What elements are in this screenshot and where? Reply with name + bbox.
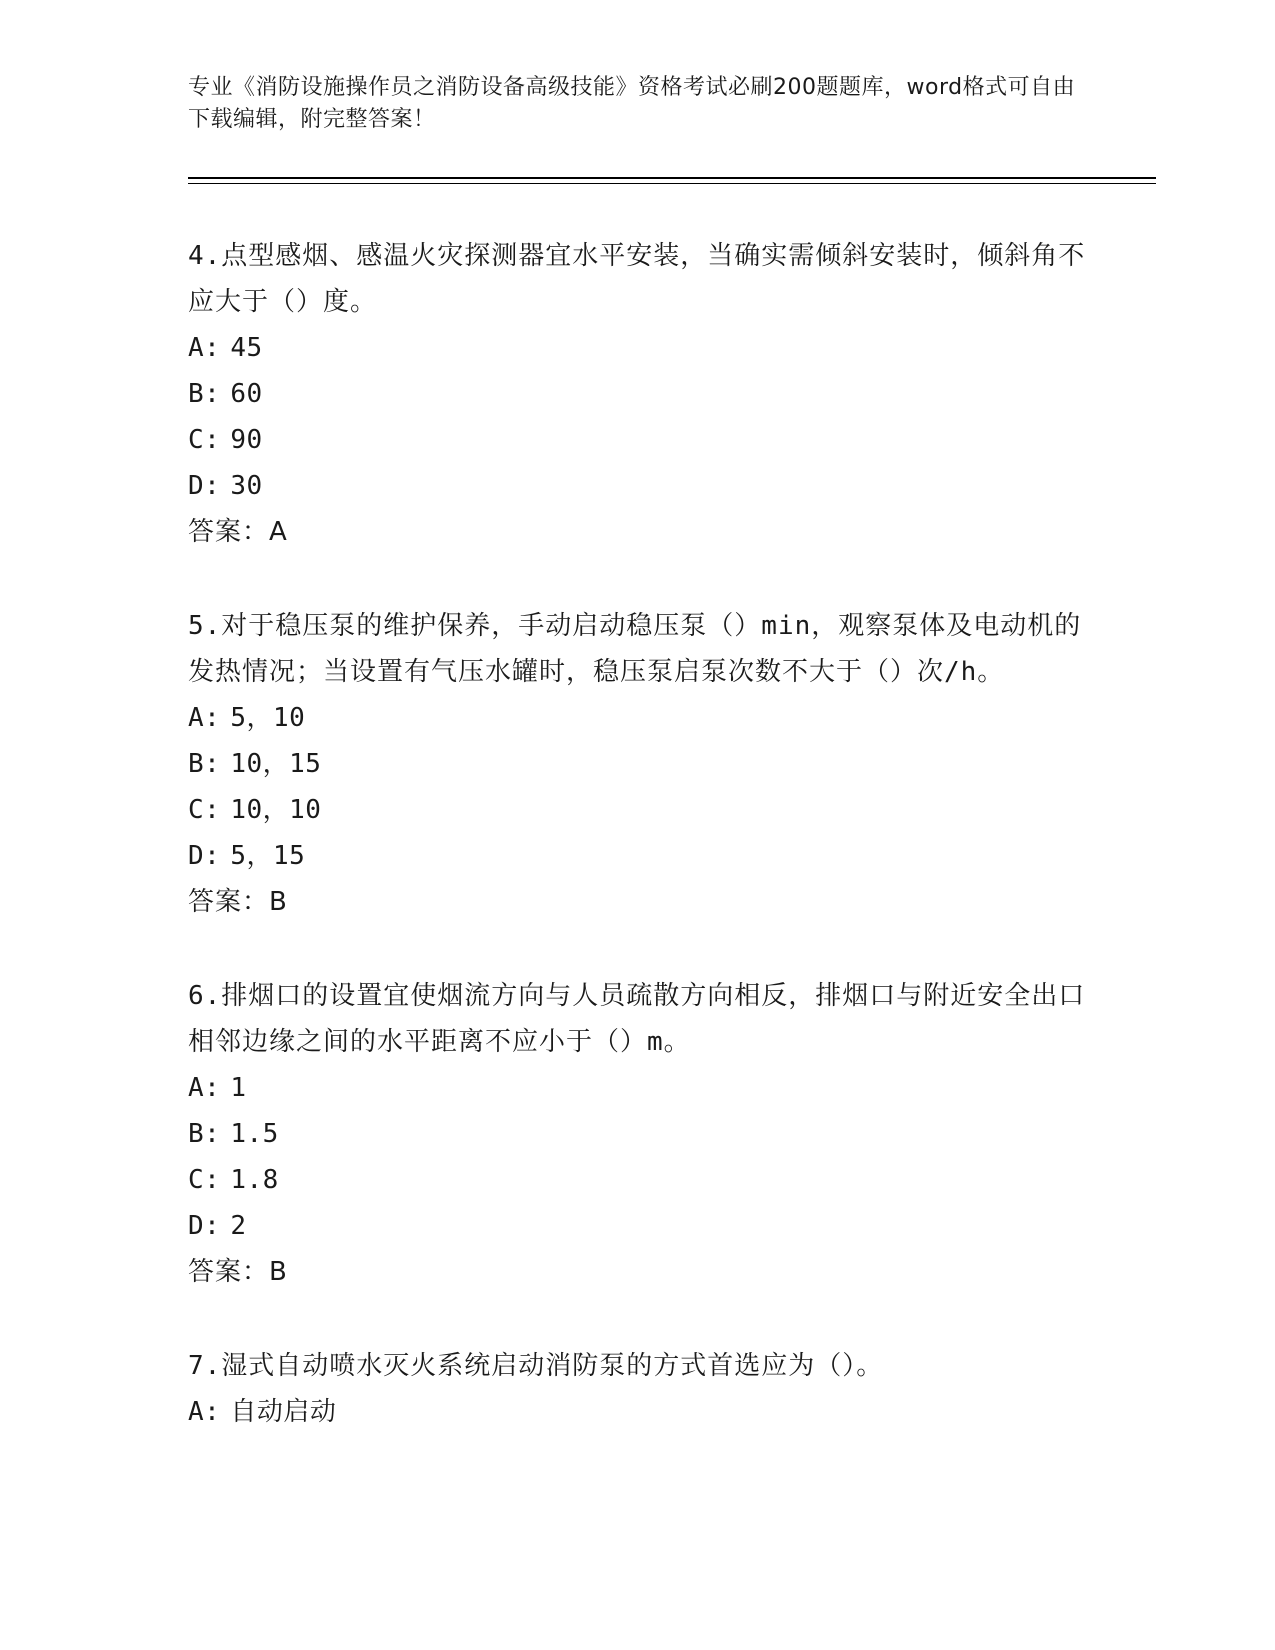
option-letter: B:: [188, 1119, 221, 1149]
option-letter: A:: [188, 1073, 221, 1103]
option-letter: A:: [188, 333, 221, 363]
answer-line: [188, 1249, 1088, 1295]
option-a: [188, 1065, 1088, 1111]
question-text: 5.对于稳压泵的维护保养，手动启动稳压泵（）min，观察泵体及电动机的发热情况；当设置有气压水罐时，稳压泵启泵次数不大于（）次/h。: [188, 611, 1082, 687]
question-text: 4.点型感烟、感温火灾探测器宜水平安装，当确实需倾斜安装时，倾斜角不应大于（）度。: [188, 241, 1086, 317]
option-d: [188, 1203, 1088, 1249]
question-4: [188, 233, 1088, 555]
option-c: [188, 1157, 1088, 1203]
option-letter: C:: [188, 1165, 221, 1195]
answer-label: 答案：: [188, 517, 270, 547]
option-value: 1.5: [230, 1119, 279, 1149]
answer-line: [188, 879, 1088, 925]
option-b: [188, 371, 1088, 417]
option-letter: D:: [188, 841, 221, 871]
question-list: [188, 233, 1088, 1483]
option-letter: C:: [188, 795, 221, 825]
option-a: [188, 695, 1088, 741]
document-header: 专业《消防设施操作员之消防设备高级技能》资格考试必刷200题题库，word格式可自由下载编辑，附完整答案！: [188, 75, 1076, 132]
header-rule-thin: [188, 183, 1156, 184]
option-value: 1: [230, 1073, 247, 1103]
question-text: 7.湿式自动喷水灭火系统启动消防泵的方式首选应为（）。: [188, 1351, 884, 1381]
option-c: [188, 417, 1088, 463]
option-a: [188, 325, 1088, 371]
option-value: 90: [230, 425, 263, 455]
option-value: 45: [230, 333, 263, 363]
option-d: [188, 833, 1088, 879]
option-letter: A:: [188, 703, 221, 733]
option-value: 1.8: [230, 1165, 279, 1195]
question-5: [188, 603, 1088, 925]
option-letter: B:: [188, 749, 221, 779]
option-b: [188, 1111, 1088, 1157]
option-value: 10，15: [230, 749, 322, 779]
option-value: 2: [230, 1211, 247, 1241]
option-letter: B:: [188, 379, 221, 409]
option-letter: C:: [188, 425, 221, 455]
answer-value: A: [269, 517, 288, 547]
answer-line: [188, 509, 1088, 555]
answer-label: 答案：: [188, 1257, 270, 1287]
option-letter: D:: [188, 471, 221, 501]
header-rule-thick: [188, 177, 1156, 179]
option-letter: D:: [188, 1211, 221, 1241]
answer-value: B: [269, 1257, 288, 1287]
option-b: [188, 741, 1088, 787]
option-letter: A:: [188, 1397, 221, 1427]
option-value: 10，10: [230, 795, 322, 825]
question-7: [188, 1343, 1088, 1435]
option-c: [188, 787, 1088, 833]
option-value: 60: [230, 379, 263, 409]
answer-value: B: [269, 887, 288, 917]
question-text: 6.排烟口的设置宜使烟流方向与人员疏散方向相反，排烟口与附近安全出口相邻边缘之间的水平距离不应小于（）m。: [188, 981, 1086, 1057]
option-value: 5，15: [230, 841, 306, 871]
question-6: [188, 973, 1088, 1295]
answer-label: 答案：: [188, 887, 270, 917]
option-d: [188, 463, 1088, 509]
option-value: 自动启动: [230, 1397, 337, 1427]
option-value: 30: [230, 471, 263, 501]
option-a: [188, 1389, 1088, 1435]
option-value: 5，10: [230, 703, 306, 733]
